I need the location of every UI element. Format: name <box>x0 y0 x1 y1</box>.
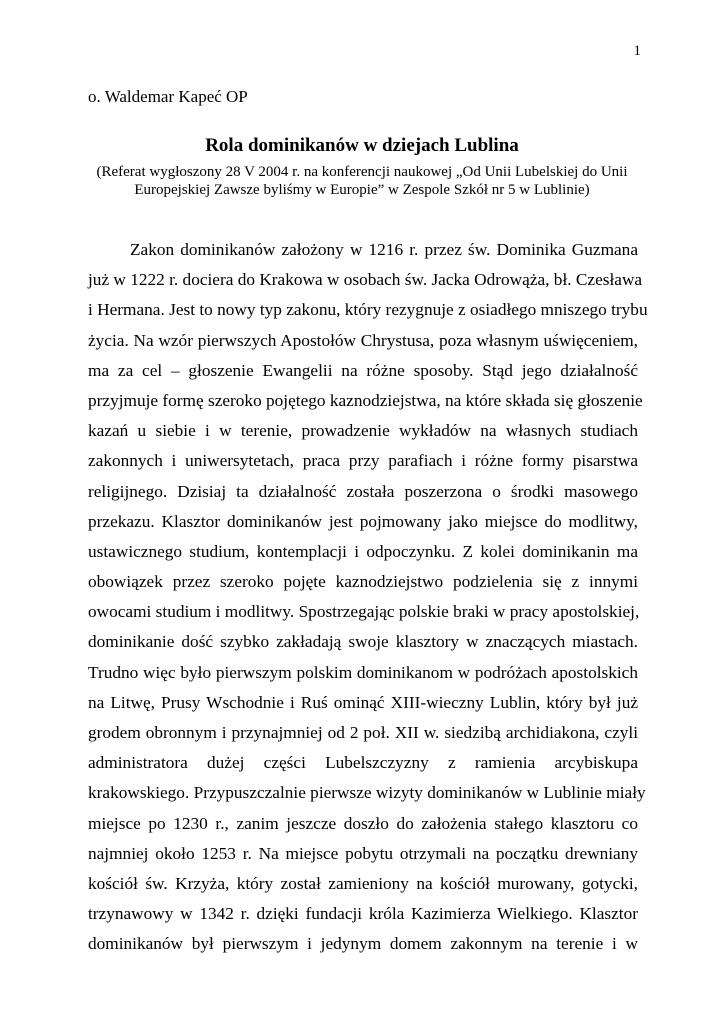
body-line: owocami studium i modlitwy. Spostrzegając polskie braki w pracy apostolskiej, <box>88 602 640 622</box>
body-paragraph <box>88 235 648 960</box>
body-line: na Litwę, Prusy Wschodnie i Ruś ominąć XIII-wieczny Lublin, który był już <box>88 692 638 712</box>
body-line: Zakon dominikanów założony w 1216 r. przez św. Dominika Guzmana <box>130 240 638 259</box>
body-line: i Hermana. Jest to nowy typ zakonu, który rezygnuje z osiadłego mniszego trybu <box>88 300 648 320</box>
document-title: Rola dominikanów w dziejach Lublina <box>205 135 519 156</box>
body-line: już w 1222 r. dociera do Krakowa w osobach św. Jacka Odrowąża, bł. Czesława <box>88 270 643 290</box>
body-line: miejsce po 1230 r., zanim jeszcze doszło do założenia stałego klasztoru co <box>88 813 638 833</box>
body-line: przyjmuje formę szeroko pojętego kaznodziejstwa, na które składa się głoszenie <box>88 390 643 410</box>
body-line: dominikanów był pierwszym i jedynym domem zakonnym na terenie i w <box>88 934 638 954</box>
body-line: Trudno więc było pierwszym polskim dominikanom w podróżach apostolskich <box>88 662 638 682</box>
subtitle-line: (Referat wygłoszony 28 V 2004 r. na konferencji naukowej „Od Unii Lubelskiej do Unii <box>96 164 628 180</box>
body-line: ma za cel – głoszenie Ewangelii na różne sposoby. Stąd jego działalność <box>88 360 638 380</box>
body-line: kazań u siebie i w terenie, prowadzenie wykładów na własnych studiach <box>88 421 638 441</box>
body-line: grodem obronnym i przynajmniej od 2 poł. XII w. siedzibą archidiakona, czyli <box>88 723 638 742</box>
body-line: kościół św. Krzyża, który został zamieniony na kościół murowany, gotycki, <box>88 873 638 893</box>
body-line: religijnego. Dzisiaj ta działalność została poszerzona o środki masowego <box>88 481 638 501</box>
body-line: przekazu. Klasztor dominikanów jest pojmowany jako miejsce do modlitwy, <box>88 511 638 531</box>
author-name: o. Waldemar Kapeć OP <box>88 87 248 106</box>
body-line: najmniej około 1253 r. Na miejsce pobytu otrzymali na początku drewniany <box>88 843 638 863</box>
body-line: trzynawowy w 1342 r. dzięki fundacji króla Kazimierza Wielkiego. Klasztor <box>88 904 638 924</box>
subtitle-line: Europejskiej Zawsze byliśmy w Europie” w Zespole Szkół nr 5 w Lublinie) <box>134 182 590 198</box>
body-line: administratora dużej części Lubelszczyzny z ramienia arcybiskupa <box>88 753 638 773</box>
body-line: dominikanie dość szybko zakładają swoje klasztory w znaczących miastach. <box>88 632 638 652</box>
page-number: 1 <box>633 43 641 59</box>
body-line: ustawicznego studium, kontemplacji i odpoczynku. Z kolei dominikanin ma <box>88 541 638 561</box>
body-line: obowiązek przez szeroko pojęte kaznodziejstwo podzielenia się z innymi <box>88 572 638 592</box>
body-line: zakonnych i uniwersytetach, praca przy parafiach i różne formy pisarstwa <box>88 451 638 471</box>
body-line: życia. Na wzór pierwszych Apostołów Chrystusa, poza własnym uświęceniem, <box>88 330 638 350</box>
body-line: krakowskiego. Przypuszczalnie pierwsze wizyty dominikanów w Lublinie miały <box>88 783 646 803</box>
document-subtitle <box>88 163 636 199</box>
